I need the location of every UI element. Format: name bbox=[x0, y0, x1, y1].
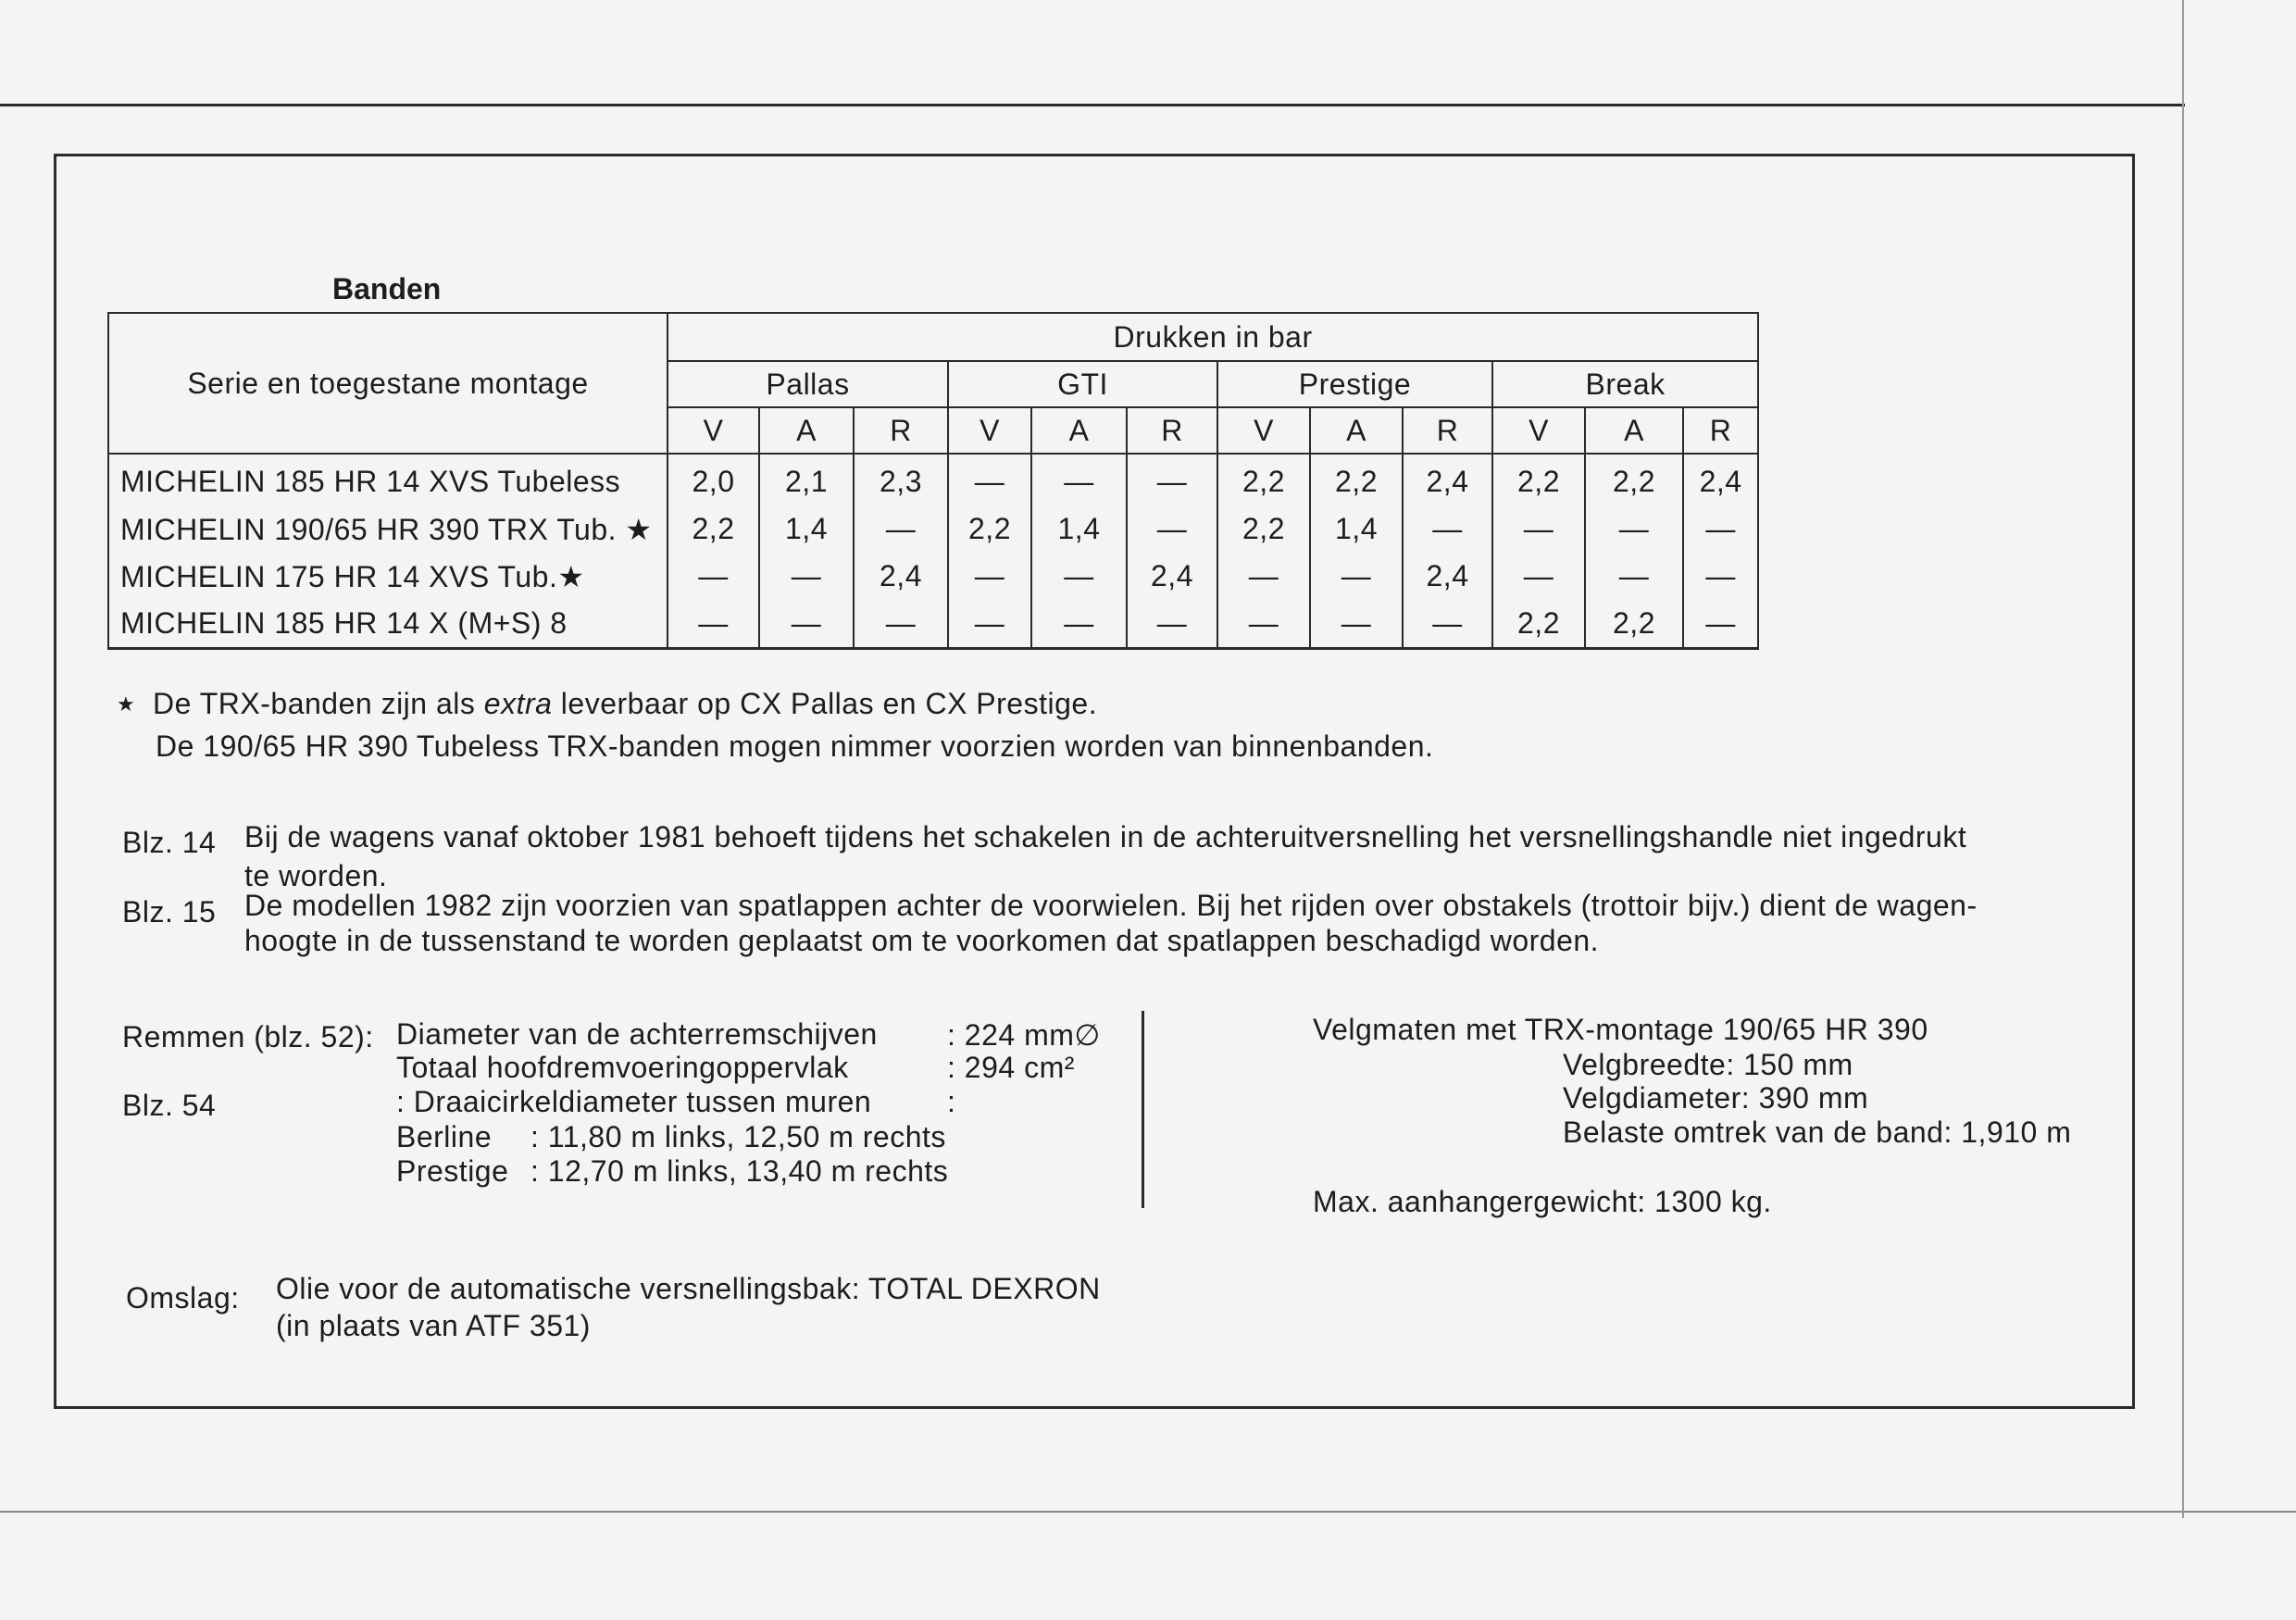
berline-value: : 11,80 m links, 12,50 m rechts bbox=[530, 1120, 946, 1153]
pressure-cell: — bbox=[1683, 505, 1758, 553]
pressure-cell: — bbox=[1403, 505, 1492, 553]
pressure-cell: 2,2 bbox=[1217, 454, 1310, 505]
pressure-cell: 1,4 bbox=[1031, 505, 1127, 553]
pressure-cell: 1,4 bbox=[1310, 505, 1403, 553]
pressure-cell: — bbox=[1492, 505, 1585, 553]
note-14-line-2: te worden. bbox=[244, 859, 388, 892]
blz54-label: Blz. 54 bbox=[122, 1089, 217, 1122]
pressure-cell: — bbox=[668, 553, 759, 600]
table-row bbox=[108, 454, 1758, 505]
omslag-line-1: Olie voor de automatische versnellingsbak: TOTAL DEXRON bbox=[276, 1272, 1101, 1305]
footnote-italic: extra bbox=[483, 687, 553, 720]
pressure-cell: — bbox=[948, 454, 1031, 505]
remmen-item-2-value: : 294 cm² bbox=[947, 1051, 1075, 1084]
right-edge-rule bbox=[2182, 0, 2184, 1518]
pressure-cell: 1,4 bbox=[759, 505, 854, 553]
pressure-cell: — bbox=[1492, 553, 1585, 600]
subcolumn-header: R bbox=[854, 407, 948, 454]
pressure-cell: 2,4 bbox=[1403, 553, 1492, 600]
pressure-cell: 2,2 bbox=[1310, 454, 1403, 505]
subcolumn-header: A bbox=[1585, 407, 1683, 454]
serie-header: Serie en toegestane montage bbox=[108, 313, 668, 454]
pressure-cell: — bbox=[1127, 454, 1217, 505]
pressure-cell: 2,4 bbox=[1403, 454, 1492, 505]
pressure-cell: 2,4 bbox=[1683, 454, 1758, 505]
pressure-cell: — bbox=[948, 600, 1031, 649]
remmen-label: Remmen (blz. 52): bbox=[122, 1020, 374, 1053]
group-header-gti: GTI bbox=[948, 361, 1217, 407]
pressure-cell: — bbox=[854, 600, 948, 649]
bottom-page-rule bbox=[0, 1511, 2296, 1513]
subcolumn-header: V bbox=[1492, 407, 1585, 454]
footnote-text-end: leverbaar op CX Pallas en CX Prestige. bbox=[552, 687, 1098, 720]
tyre-table-body bbox=[108, 454, 1758, 649]
pressure-cell: — bbox=[1403, 600, 1492, 649]
group-header-pallas: Pallas bbox=[668, 361, 948, 407]
velg-breedte: Velgbreedte: 150 mm bbox=[1563, 1048, 1853, 1081]
pressure-cell: — bbox=[668, 600, 759, 649]
pressure-cell: — bbox=[1683, 553, 1758, 600]
top-page-rule bbox=[0, 104, 2185, 106]
remmen-item-1-value: : 224 mm∅ bbox=[947, 1018, 1101, 1052]
pressure-cell: 2,2 bbox=[668, 505, 759, 553]
pressure-cell: — bbox=[1310, 600, 1403, 649]
subcolumn-header: V bbox=[948, 407, 1031, 454]
pressure-cell: — bbox=[1585, 553, 1683, 600]
group-header-prestige: Prestige bbox=[1217, 361, 1492, 407]
subcolumn-header: V bbox=[668, 407, 759, 454]
footnote-text: De TRX-banden zijn als bbox=[153, 687, 484, 720]
footnote-line-1 bbox=[117, 687, 1097, 721]
aanhangergewicht: Max. aanhangergewicht: 1300 kg. bbox=[1313, 1185, 1772, 1218]
tyre-series-cell: MICHELIN 190/65 HR 390 TRX Tub. ★ bbox=[108, 505, 668, 553]
pressure-cell: — bbox=[1127, 505, 1217, 553]
pressure-cell: 2,2 bbox=[1217, 505, 1310, 553]
group-header-break: Break bbox=[1492, 361, 1758, 407]
pressure-cell: — bbox=[1683, 600, 1758, 649]
pressure-cell: 2,1 bbox=[759, 454, 854, 505]
omslag-label: Omslag: bbox=[126, 1281, 240, 1315]
draaicirkel-label: : Draaicirkeldiameter tussen muren bbox=[396, 1085, 872, 1118]
pressure-cell: 2,4 bbox=[854, 553, 948, 600]
note-14-line-1: Bij de wagens vanaf oktober 1981 behoeft tijdens het schakelen in de achteruitversnelling het versnellingshandle niet ingedrukt bbox=[244, 820, 1967, 854]
pressure-cell: — bbox=[1127, 600, 1217, 649]
pressure-cell: — bbox=[948, 553, 1031, 600]
pressure-cell: — bbox=[1217, 600, 1310, 649]
subcolumn-header: R bbox=[1683, 407, 1758, 454]
subcolumn-header: R bbox=[1403, 407, 1492, 454]
subcolumn-header: V bbox=[1217, 407, 1310, 454]
prestige-label: Prestige bbox=[396, 1154, 509, 1188]
banden-heading: Banden bbox=[332, 272, 442, 305]
drukken-header: Drukken in bar bbox=[668, 313, 1758, 361]
draaicirkel-colon: : bbox=[947, 1085, 956, 1118]
tyre-series-cell: MICHELIN 175 HR 14 XVS Tub.★ bbox=[108, 553, 668, 600]
prestige-value: : 12,70 m links, 13,40 m rechts bbox=[530, 1154, 949, 1188]
pressure-cell: — bbox=[1310, 553, 1403, 600]
table-row bbox=[108, 505, 1758, 553]
footnote-line-2: De 190/65 HR 390 Tubeless TRX-banden mogen nimmer voorzien worden van binnenbanden. bbox=[156, 729, 1434, 763]
pressure-cell: 2,4 bbox=[1127, 553, 1217, 600]
note-15-line-1: De modellen 1982 zijn voorzien van spatlappen achter de voorwielen. Bij het rijden over obstakels (trottoir bijv.) dient de wagen- bbox=[244, 889, 1978, 922]
table-row bbox=[108, 553, 1758, 600]
note-ref-15: Blz. 15 bbox=[122, 895, 217, 928]
pressure-cell: 2,3 bbox=[854, 454, 948, 505]
remmen-item-1-label: Diameter van de achterremschijven bbox=[396, 1017, 878, 1051]
pressure-cell: 2,2 bbox=[948, 505, 1031, 553]
velg-omtrek: Belaste omtrek van de band: 1,910 m bbox=[1563, 1115, 2072, 1149]
pressure-cell: — bbox=[1031, 454, 1127, 505]
pressure-cell: — bbox=[759, 600, 854, 649]
omslag-line-2: (in plaats van ATF 351) bbox=[276, 1309, 591, 1342]
table-row bbox=[108, 600, 1758, 649]
tyre-series-cell: MICHELIN 185 HR 14 X (M+S) 8 bbox=[108, 600, 668, 649]
note-ref-14: Blz. 14 bbox=[122, 826, 217, 859]
pressure-cell: — bbox=[1031, 600, 1127, 649]
subcolumn-header: A bbox=[1031, 407, 1127, 454]
pressure-cell: — bbox=[759, 553, 854, 600]
pressure-cell: — bbox=[854, 505, 948, 553]
pressure-cell: — bbox=[1585, 505, 1683, 553]
star-icon: ★ bbox=[117, 692, 136, 716]
tyre-series-cell: MICHELIN 185 HR 14 XVS Tubeless bbox=[108, 454, 668, 505]
subcolumn-header: A bbox=[759, 407, 854, 454]
pressure-cell: 2,2 bbox=[1585, 600, 1683, 649]
berline-label: Berline bbox=[396, 1120, 493, 1153]
subcolumn-header: A bbox=[1310, 407, 1403, 454]
pressure-cell: 2,2 bbox=[1492, 454, 1585, 505]
note-15-line-2: hoogte in de tussenstand te worden geplaatst om te voorkomen dat spatlappen beschadigd worden. bbox=[244, 924, 1600, 957]
tyre-pressure-table bbox=[107, 312, 1759, 650]
remmen-item-2-label: Totaal hoofdremvoeringoppervlak bbox=[396, 1051, 849, 1084]
pressure-cell: 2,2 bbox=[1492, 600, 1585, 649]
velg-title: Velgmaten met TRX-montage 190/65 HR 390 bbox=[1313, 1013, 1928, 1046]
subcolumn-header: R bbox=[1127, 407, 1217, 454]
pressure-cell: 2,2 bbox=[1585, 454, 1683, 505]
pressure-cell: — bbox=[1031, 553, 1127, 600]
pressure-cell: — bbox=[1217, 553, 1310, 600]
column-separator bbox=[1142, 1011, 1144, 1208]
velg-diameter: Velgdiameter: 390 mm bbox=[1563, 1081, 1869, 1115]
pressure-cell: 2,0 bbox=[668, 454, 759, 505]
